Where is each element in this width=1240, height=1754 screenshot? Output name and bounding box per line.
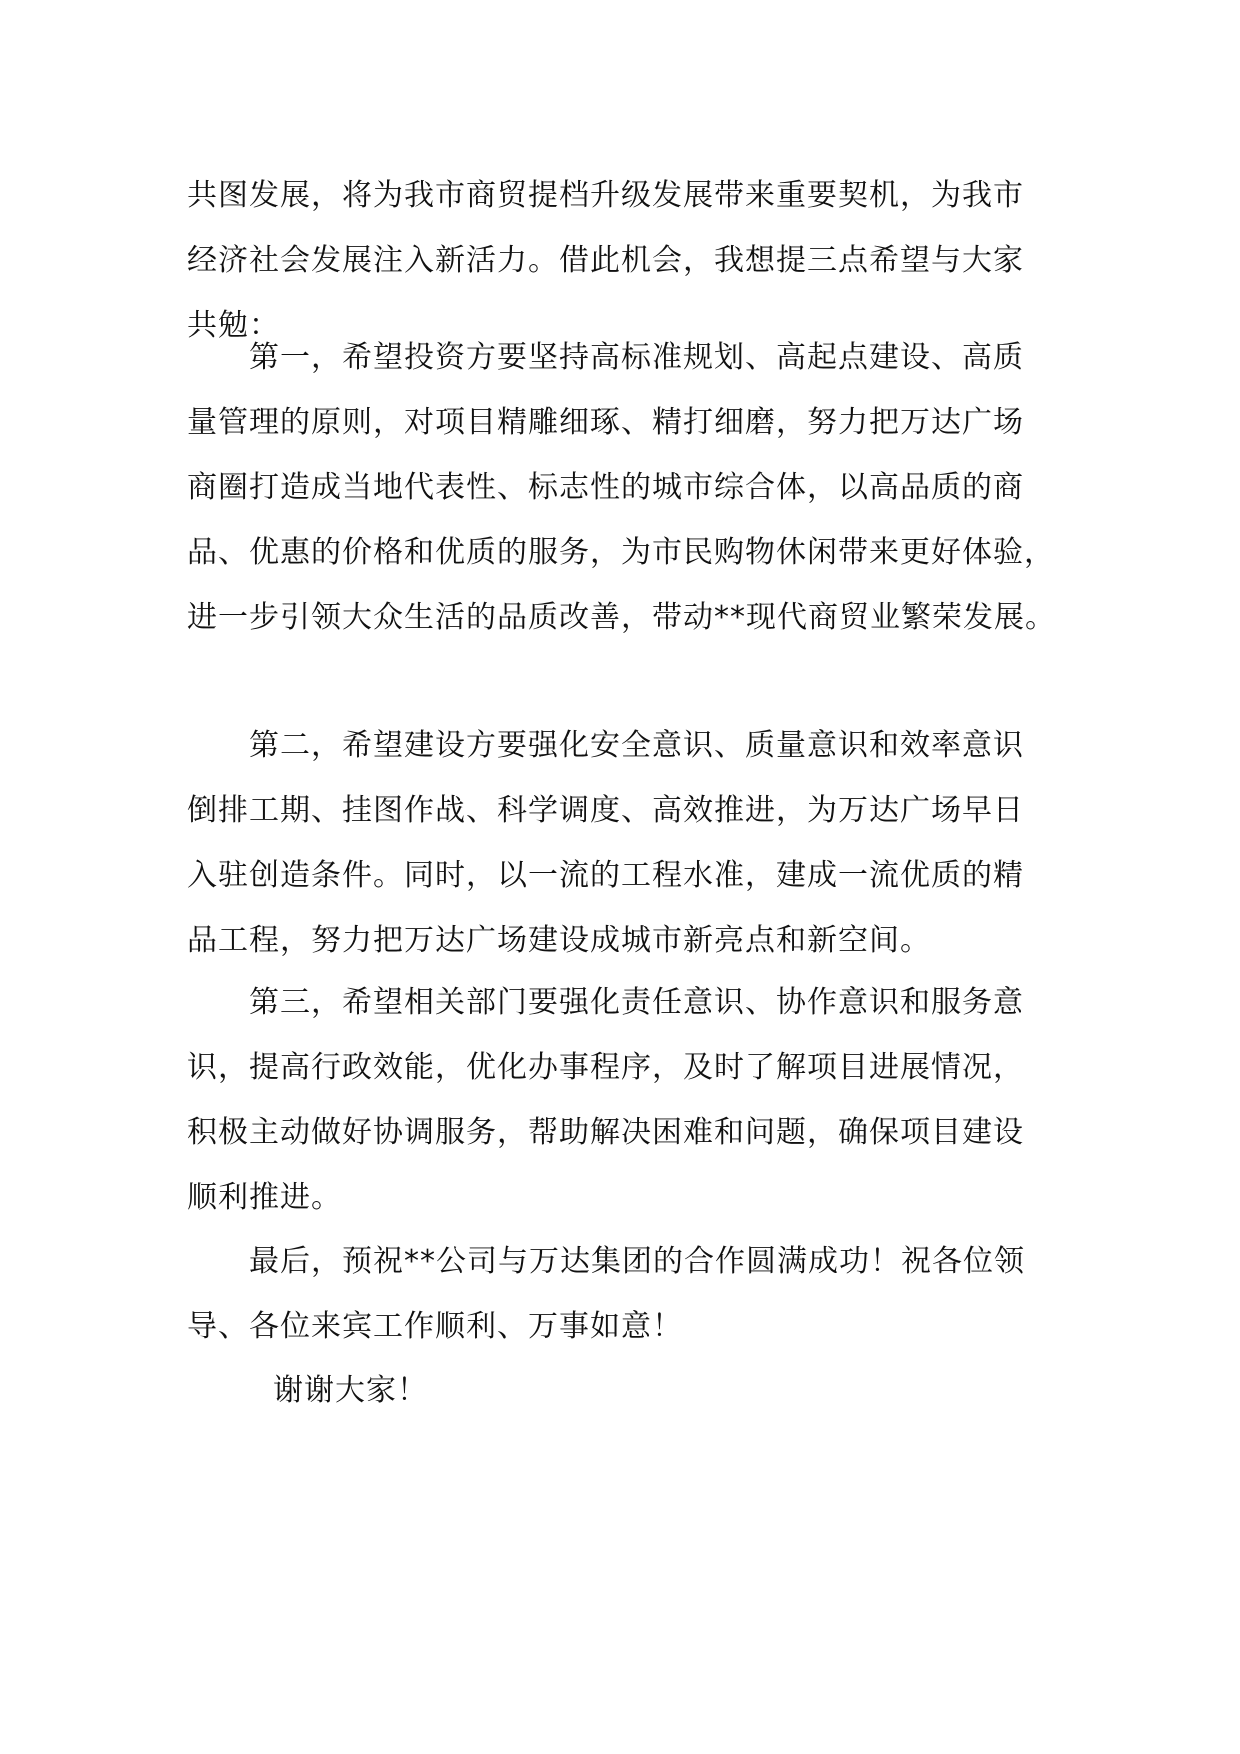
paragraph-third-hope [187, 970, 1087, 1230]
paragraph-first-hope [187, 325, 1087, 650]
paragraph-thanks [187, 1358, 1087, 1423]
text-line: 导、各位来宾工作顺利、万事如意！ [187, 1309, 683, 1344]
paragraph-second-hope [187, 713, 1087, 973]
text-line: 第一，希望投资方要坚持高标准规划、高起点建设、高质 [249, 340, 1024, 375]
text-line: 积极主动做好协调服务，帮助解决困难和问题，确保项目建设 [187, 1115, 1024, 1150]
text-line: 经济社会发展注入新活力。借此机会，我想提三点希望与大家 [187, 243, 1024, 278]
text-line: 共图发展，将为我市商贸提档升级发展带来重要契机，为我市 [187, 178, 1024, 213]
text-line: 进一步引领大众生活的品质改善，带动**现代商贸业繁荣发展。 [187, 600, 1056, 635]
text-line: 入驻创造条件。同时，以一流的工程水准，建成一流优质的精 [187, 858, 1024, 893]
text-line: 共勉： [187, 308, 280, 343]
text-line: 第二，希望建设方要强化安全意识、质量意识和效率意识 [249, 728, 1024, 763]
text-line: 谢谢大家！ [273, 1373, 428, 1408]
text-line: 量管理的原则，对项目精雕细琢、精打细磨，努力把万达广场 [187, 405, 1024, 440]
text-line: 品工程，努力把万达广场建设成城市新亮点和新空间。 [187, 923, 931, 958]
text-line: 第三，希望相关部门要强化责任意识、协作意识和服务意 [249, 985, 1024, 1020]
text-line: 最后，预祝**公司与万达集团的合作圆满成功！祝各位领 [249, 1244, 1025, 1279]
text-line: 品、优惠的价格和优质的服务，为市民购物休闲带来更好体验， [187, 535, 1055, 570]
text-line: 识，提高行政效能，优化办事程序，及时了解项目进展情况， [187, 1050, 1024, 1085]
text-line: 商圈打造成当地代表性、标志性的城市综合体，以高品质的商 [187, 470, 1024, 505]
text-line: 倒排工期、挂图作战、科学调度、高效推进，为万达广场早日 [187, 793, 1024, 828]
paragraph-closing-wishes [187, 1229, 1087, 1359]
text-line: 顺利推进。 [187, 1180, 342, 1215]
